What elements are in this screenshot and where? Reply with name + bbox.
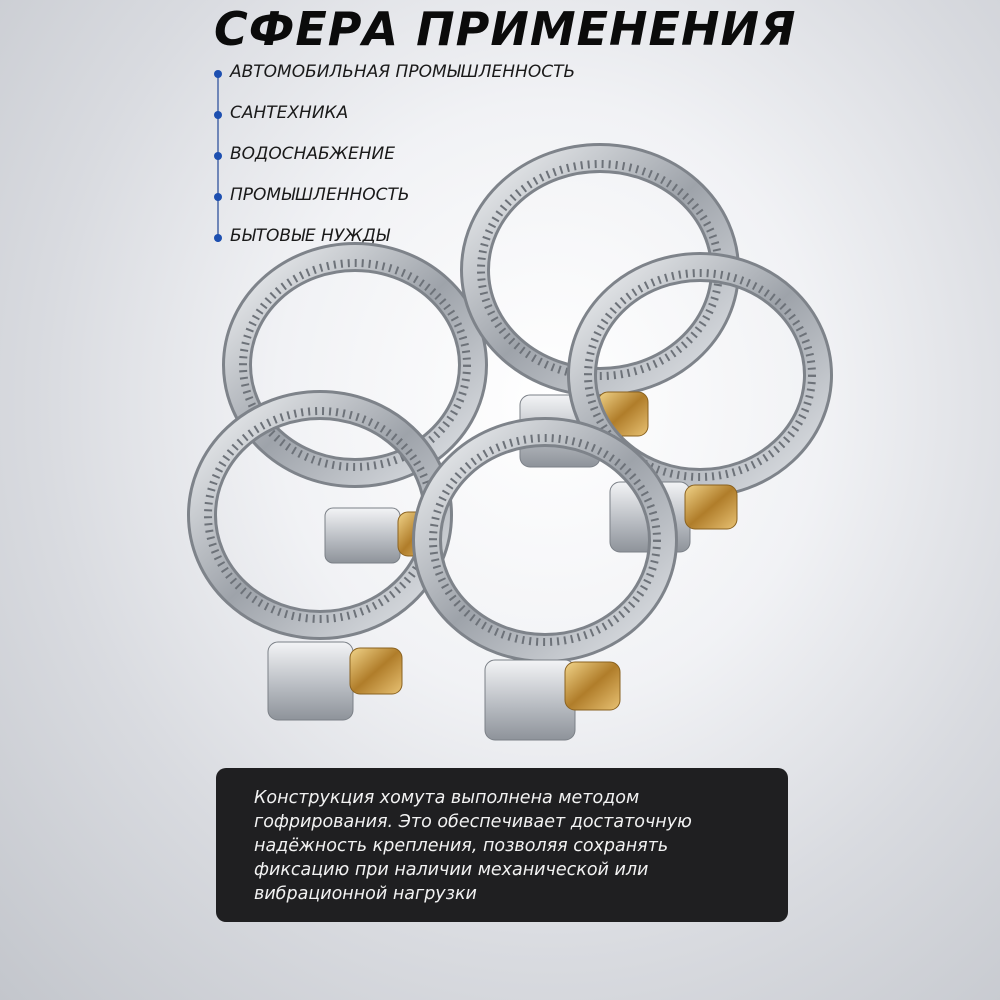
scope-item-label: ВОДОСНАБЖЕНИЕ [230, 144, 395, 164]
hose-clamp [427, 432, 663, 740]
scope-item-label: ПРОМЫШЛЕННОСТЬ [230, 185, 410, 205]
scope-item-label: АВТОМОБИЛЬНАЯ ПРОМЫШЛЕННОСТЬ [230, 62, 576, 82]
bullet-dot-icon [214, 70, 222, 78]
description-box [216, 768, 788, 922]
bullet-dot-icon [214, 111, 222, 119]
page-title: СФЕРА ПРИМЕНЕНИЯ [214, 2, 797, 56]
hose-clamps-image [180, 130, 860, 760]
hose-clamp [202, 405, 438, 720]
scope-item-label: САНТЕХНИКА [230, 103, 349, 123]
description-text: Конструкция хомута выполнена методом гофрирования. Это обеспечивает достаточную надёжность крепления, позволяя сохранять фиксацию при наличии механической или вибрационной нагрузки [254, 788, 692, 904]
scope-item-label: БЫТОВЫЕ НУЖДЫ [230, 226, 390, 246]
